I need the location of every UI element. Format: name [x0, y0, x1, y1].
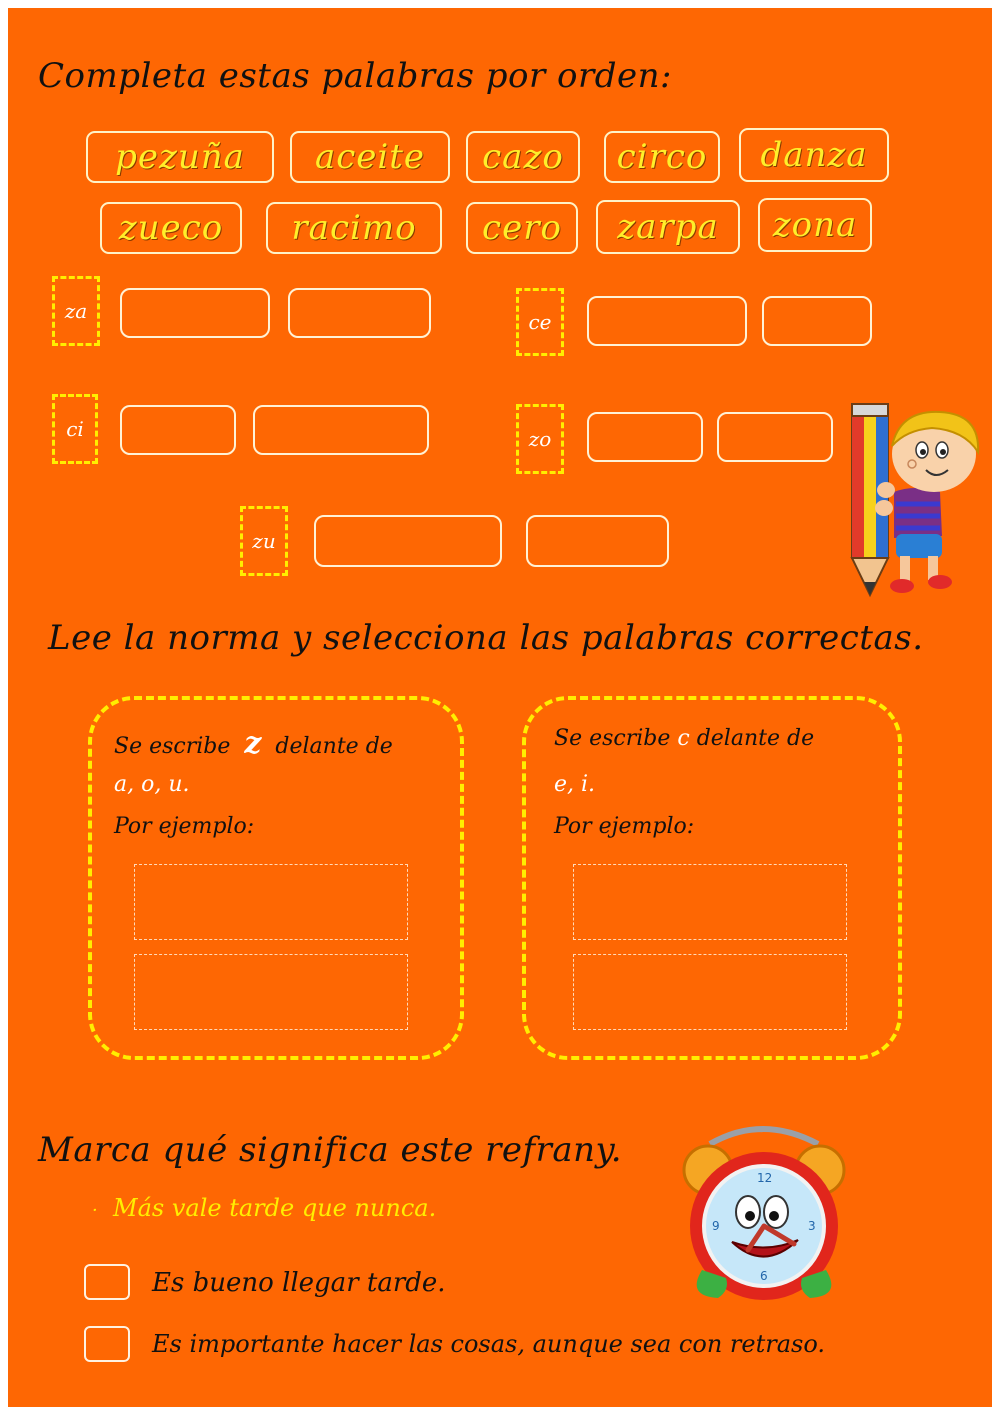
- answer-slot-ci-1[interactable]: [120, 405, 236, 455]
- word-chip-aceite[interactable]: aceite: [290, 131, 450, 183]
- word-chip-zona[interactable]: zona: [758, 198, 872, 252]
- option-checkbox-2[interactable]: [84, 1326, 130, 1362]
- answer-slot-zu-1[interactable]: [314, 515, 502, 567]
- syllable-za: za: [52, 276, 100, 346]
- drop-zone-z-1[interactable]: [134, 864, 408, 940]
- answer-slot-za-2[interactable]: [288, 288, 431, 338]
- word-chip-zueco[interactable]: zueco: [100, 202, 242, 254]
- word-chip-cero[interactable]: cero: [466, 202, 578, 254]
- clock-number-9: 9: [712, 1219, 720, 1233]
- option-label-1: Es bueno llegar tarde.: [152, 1268, 446, 1298]
- drop-zone-c-2[interactable]: [573, 954, 847, 1030]
- word-chip-racimo[interactable]: racimo: [266, 202, 442, 254]
- boy-with-pencil-illustration: [836, 400, 986, 600]
- answer-slot-zo-1[interactable]: [587, 412, 703, 462]
- answer-slot-za-1[interactable]: [120, 288, 270, 338]
- answer-slot-ce-2[interactable]: [762, 296, 872, 346]
- section1-title: Completa estas palabras por orden:: [38, 56, 672, 96]
- clock-number-6: 6: [760, 1269, 768, 1283]
- word-chip-zarpa[interactable]: zarpa: [596, 200, 740, 254]
- saying: · Más vale tarde que nunca.: [92, 1194, 437, 1222]
- alarm-clock-illustration: [678, 1120, 848, 1310]
- word-chip-danza[interactable]: danza: [739, 128, 889, 182]
- rule-z-example-label: Por ejemplo:: [114, 814, 255, 839]
- answer-slot-ce-1[interactable]: [587, 296, 747, 346]
- rule-c-line2: e, i.: [554, 772, 596, 797]
- drop-zone-z-2[interactable]: [134, 954, 408, 1030]
- option-checkbox-1[interactable]: [84, 1264, 130, 1300]
- rule-c-line1: Se escribe c delante de: [554, 726, 815, 751]
- syllable-zo: zo: [516, 404, 564, 474]
- rule-c-letter: c: [677, 726, 690, 751]
- worksheet: [8, 8, 992, 1407]
- word-chip-pezuna[interactable]: pezuña: [86, 131, 274, 183]
- word-chip-circo[interactable]: circo: [604, 131, 720, 183]
- rule-c-example-label: Por ejemplo:: [554, 814, 695, 839]
- drop-zone-c-1[interactable]: [573, 864, 847, 940]
- option-label-2: Es importante hacer las cosas, aunque sea con retraso.: [152, 1330, 825, 1358]
- answer-slot-ci-2[interactable]: [253, 405, 429, 455]
- syllable-ci: ci: [52, 394, 98, 464]
- clock-number-3: 3: [808, 1219, 816, 1233]
- word-chip-cazo[interactable]: cazo: [466, 131, 580, 183]
- rule-z-line2: a, o, u.: [114, 772, 190, 797]
- clock-number-12: 12: [757, 1171, 773, 1185]
- syllable-ce: ce: [516, 288, 564, 356]
- syllable-zu: zu: [240, 506, 288, 576]
- rule-z-line1: Se escribe z delante de: [114, 726, 393, 761]
- answer-slot-zo-2[interactable]: [717, 412, 833, 462]
- answer-slot-zu-2[interactable]: [526, 515, 669, 567]
- rule-z-letter: z: [244, 726, 262, 761]
- section2-title: Lee la norma y selecciona las palabras correctas.: [48, 618, 924, 658]
- section3-title: Marca qué significa este refrany.: [38, 1130, 623, 1170]
